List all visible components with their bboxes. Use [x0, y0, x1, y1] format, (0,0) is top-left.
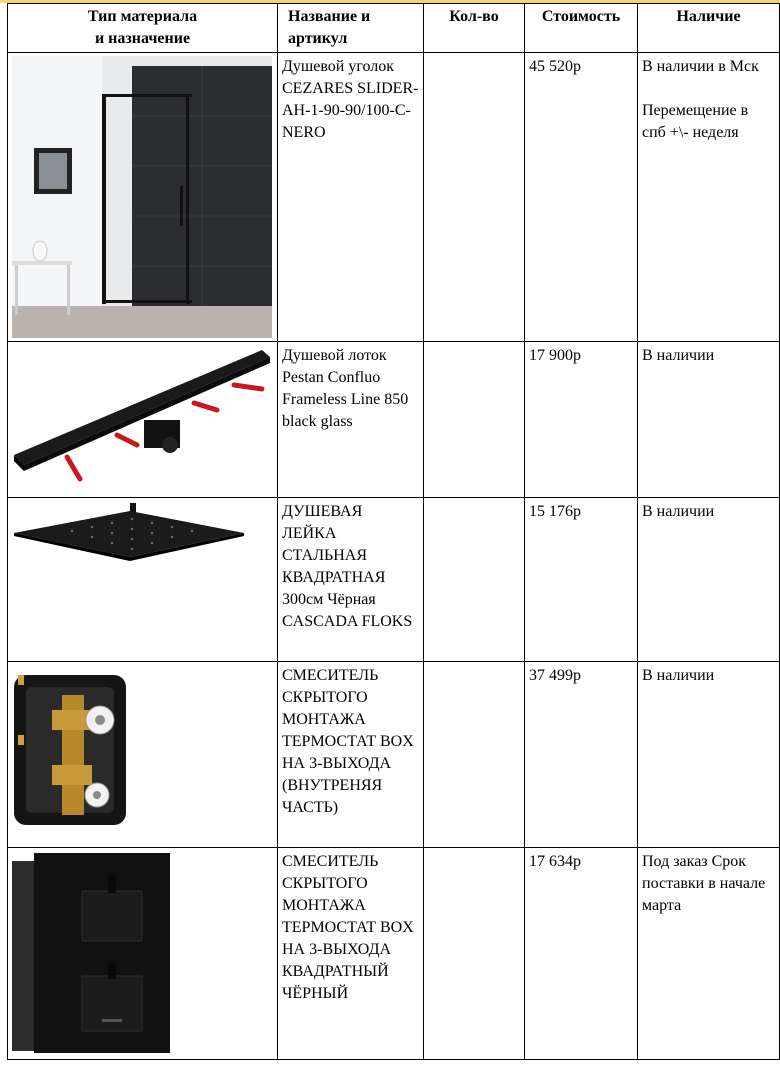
product-qty[interactable]	[424, 498, 525, 662]
product-cost: 17 634р	[525, 848, 638, 1060]
shower-enclosure-photo	[12, 56, 272, 338]
header-type: Тип материала и назначение	[8, 4, 278, 53]
thermostat-panel-photo	[12, 851, 272, 1055]
product-image-cell	[8, 662, 278, 848]
header-qty: Кол-во	[424, 4, 525, 53]
product-name: СМЕСИТЕЛЬ СКРЫТОГО МОНТАЖА ТЕРМОСТАТ BOX НА 3-ВЫХОДА (ВНУТРЕНЯЯ ЧАСТЬ)	[278, 662, 424, 848]
table-row	[8, 498, 780, 662]
product-name: СМЕСИТЕЛЬ СКРЫТОГО МОНТАЖА ТЕРМОСТАТ BOX НА 3-ВЫХОДА КВАДРАТНЫЙ ЧЁРНЫЙ	[278, 848, 424, 1060]
product-qty[interactable]	[424, 342, 525, 498]
product-name: Душевой лоток Pestan Confluo Frameless Line 850 black glass	[278, 342, 424, 498]
header-row	[8, 4, 780, 53]
table-row	[8, 342, 780, 498]
shower-drain-photo	[12, 345, 272, 493]
header-availability: Наличие	[638, 4, 780, 53]
product-qty[interactable]	[424, 848, 525, 1060]
header-name: Название и артикул	[278, 4, 424, 53]
product-name: Душевой уголок CEZARES SLIDER-AH-1-90-90/100-C-NERO	[278, 53, 424, 342]
product-cost: 17 900р	[525, 342, 638, 498]
product-qty[interactable]	[424, 53, 525, 342]
product-cost: 37 499р	[525, 662, 638, 848]
product-image-cell	[8, 53, 278, 342]
price-table	[7, 3, 780, 1060]
product-availability: В наличии	[638, 342, 780, 498]
product-cost: 15 176р	[525, 498, 638, 662]
shower-head-photo	[12, 501, 272, 657]
table-row	[8, 662, 780, 848]
product-availability: В наличии	[638, 498, 780, 662]
product-name: ДУШЕВАЯ ЛЕЙКА СТАЛЬНАЯ КВАДРАТНАЯ 300см Чёрная CASCADA FLOKS	[278, 498, 424, 662]
product-qty[interactable]	[424, 662, 525, 848]
product-image-cell	[8, 498, 278, 662]
product-image-cell	[8, 342, 278, 498]
header-cost: Стоимость	[525, 4, 638, 53]
product-image-cell	[8, 848, 278, 1060]
product-availability: В наличии	[638, 662, 780, 848]
thermostat-box-photo	[12, 665, 272, 843]
product-cost: 45 520р	[525, 53, 638, 342]
table-row	[8, 848, 780, 1060]
product-availability: В наличии в Мск Перемещение в спб +\- неделя	[638, 53, 780, 342]
table-row	[8, 53, 780, 342]
product-availability: Под заказ Срок поставки в начале марта	[638, 848, 780, 1060]
